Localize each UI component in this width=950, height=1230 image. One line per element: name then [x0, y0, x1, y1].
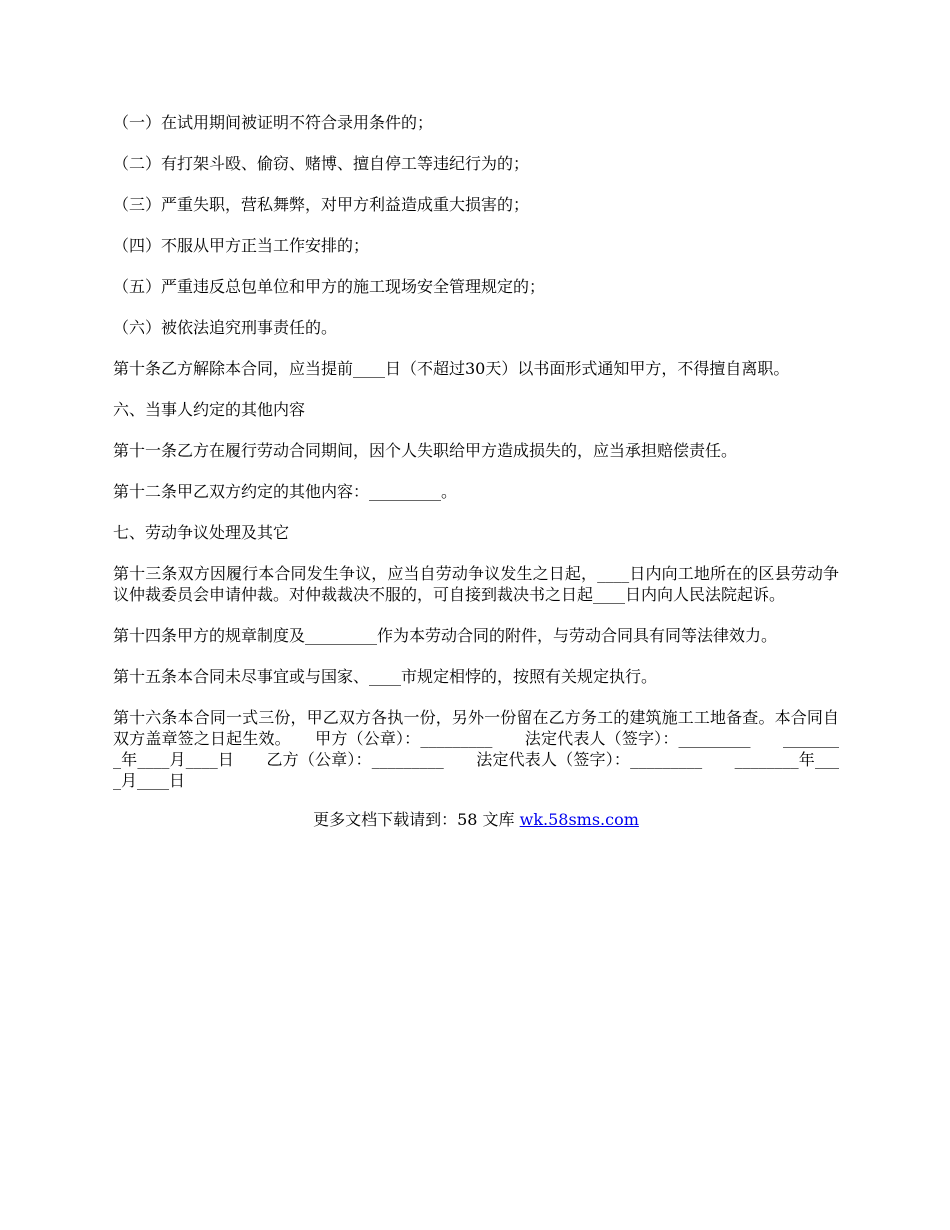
- section-heading-7: 七、劳动争议处理及其它: [113, 523, 290, 542]
- footer-text: 更多文档下载请到：58 文库: [313, 810, 520, 829]
- article-12: 第十二条甲乙双方约定的其他内容：_________。: [113, 482, 458, 501]
- download-footer: [113, 809, 839, 830]
- clause-item-2: （二）有打架斗殴、偷窃、赌博、擅自停工等违纪行为的；: [113, 154, 530, 173]
- document-body: [113, 112, 839, 830]
- clause-item-3: （三）严重失职，营私舞弊，对甲方利益造成重大损害的；: [113, 195, 530, 214]
- clause-item-1: （一）在试用期间被证明不符合录用条件的；: [113, 113, 434, 132]
- article-10: 第十条乙方解除本合同，应当提前____日（不超过30天）以书面形式通知甲方，不得擅自离职。: [113, 359, 790, 378]
- article-15: 第十五条本合同未尽事宜或与国家、____市规定相悖的，按照有关规定执行。: [113, 667, 658, 686]
- article-13: 第十三条双方因履行本合同发生争议，应当自劳动争议发生之日起，____日内向工地所在的区县劳动争议仲裁委员会申请仲裁。对仲裁裁决不服的，可自接到裁决书之日起____日内向人民法院起诉。: [113, 564, 839, 604]
- article-14: 第十四条甲方的规章制度及_________作为本劳动合同的附件，与劳动合同具有同等法律效力。: [113, 626, 778, 645]
- article-11: 第十一条乙方在履行劳动合同期间，因个人失职给甲方造成损失的，应当承担赔偿责任。: [113, 441, 738, 460]
- article-16-signatures: 第十六条本合同一式三份，甲乙双方各执一份，另外一份留在乙方务工的建筑施工工地备查。本合同自双方盖章签之日起生效。 甲方（公章）：_________ 法定代表人（签字）：_________ ________年____月____日 乙方（公章）：_________ 法定代表人（签字）：_________ ________年____月____日: [113, 708, 839, 790]
- clause-item-4: （四）不服从甲方正当工作安排的；: [113, 236, 370, 255]
- section-heading-6: 六、当事人约定的其他内容: [113, 400, 306, 419]
- clause-item-5: （五）严重违反总包单位和甲方的施工现场安全管理规定的；: [113, 277, 546, 296]
- footer-link[interactable]: wk.58sms.com: [519, 810, 639, 829]
- clause-item-6: （六）被依法追究刑事责任的。: [113, 318, 338, 337]
